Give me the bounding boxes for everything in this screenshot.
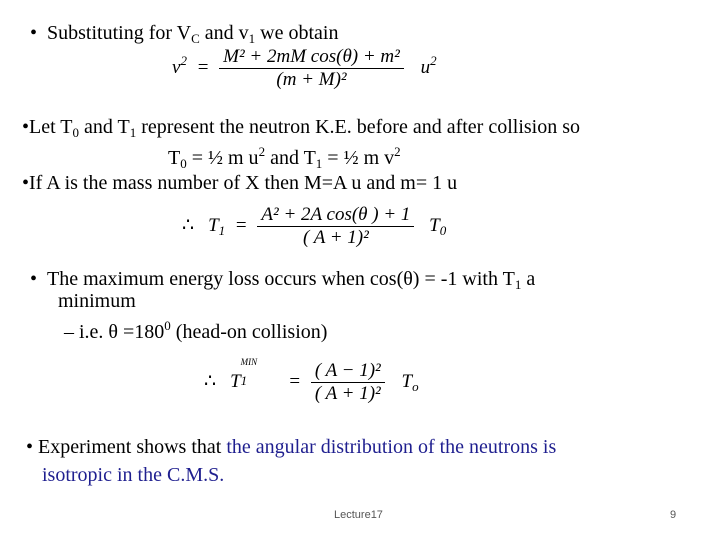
bullet-text: Substituting for V	[47, 22, 192, 44]
equation-t1-min	[204, 356, 419, 405]
subscript: C	[191, 31, 200, 46]
eq-rhs: u	[420, 56, 431, 78]
bullet-text: and T	[79, 116, 130, 138]
equals-sign: =	[235, 214, 247, 236]
dash-mark: –	[64, 321, 79, 343]
bullet-let-t0-t1	[22, 116, 580, 141]
bullet-text: Experiment shows that	[38, 436, 227, 458]
bullet-text: and T	[265, 147, 316, 169]
therefore-symbol: ∴	[182, 214, 195, 236]
subscript: 1	[315, 156, 323, 171]
bullet-text: Let T	[29, 116, 73, 138]
highlight-text: the angular distribution of the neutrons is	[226, 436, 557, 458]
eq-lhs: T	[208, 214, 219, 236]
bullet-mass-number	[22, 172, 457, 195]
numerator: A² + 2A cos(θ ) + 1	[257, 204, 414, 227]
subscript: 0	[439, 222, 447, 238]
fraction	[257, 204, 414, 249]
fraction	[219, 46, 404, 91]
bullet-mark: •	[30, 22, 48, 44]
eq-rhs: T	[429, 214, 440, 236]
equals-sign: =	[289, 370, 301, 392]
bullet-text: minimum	[58, 290, 136, 312]
superscript: 2	[258, 144, 266, 159]
denominator: (m + M)²	[276, 69, 347, 90]
bullet-mark: •	[26, 436, 39, 458]
bullet-text: a	[521, 268, 536, 290]
highlight-text: isotropic in the C.M.S.	[42, 464, 225, 486]
sub-sup-stack	[240, 356, 279, 388]
subscript: 1	[248, 31, 256, 46]
eq-lhs: T	[230, 370, 241, 392]
subscript: 1	[218, 222, 226, 238]
bullet-text: = ½ m v	[322, 147, 395, 169]
subscript: 0	[72, 125, 80, 140]
subscript: 1	[240, 372, 248, 388]
subscript: 1	[514, 277, 522, 292]
superscript: MIN	[240, 356, 258, 367]
equals-sign: =	[197, 56, 209, 78]
bullet-text: represent the neutron K.E. before and after collision so	[136, 116, 580, 138]
bullet-mark: •	[22, 172, 30, 194]
bullet-text: The maximum energy loss occurs when cos(θ) = -1 with T	[47, 268, 515, 290]
bullet-text: and v	[199, 22, 249, 44]
denominator: ( A + 1)²	[302, 227, 369, 248]
bullet-text: If A is the mass number of X then M=A u and m= 1 u	[29, 172, 458, 194]
superscript: 2	[430, 52, 437, 68]
bullet-text: T	[168, 147, 181, 169]
subscript: 0	[180, 156, 187, 171]
bullet-minimum	[58, 290, 136, 313]
sub-bullet-head-on	[64, 318, 327, 344]
bullet-text: = ½ m u	[186, 147, 259, 169]
bullet-experiment	[26, 436, 556, 459]
numerator: ( A − 1)²	[311, 360, 385, 383]
page-number: 9	[670, 509, 677, 521]
equation-t1	[182, 204, 446, 249]
eq-lhs: v	[172, 56, 181, 78]
bullet-mark: •	[30, 268, 48, 290]
fraction	[311, 360, 385, 405]
eq-rhs: T	[401, 370, 413, 392]
subscript: o	[412, 378, 419, 394]
bullet-mark: •	[22, 116, 30, 138]
denominator: ( A + 1)²	[314, 383, 381, 404]
bullet-ke-definitions	[168, 144, 401, 172]
superscript: 0	[164, 318, 171, 333]
bullet-text: i.e. θ =180	[79, 321, 165, 343]
bullet-text: we obtain	[255, 22, 339, 44]
equation-v-squared	[172, 46, 437, 91]
subscript: 1	[129, 125, 137, 140]
therefore-symbol: ∴	[204, 370, 217, 392]
superscript: 2	[394, 144, 401, 159]
footer-lecture: Lecture17	[334, 509, 383, 521]
bullet-substituting	[30, 22, 338, 47]
numerator: M² + 2mM cos(θ) + m²	[219, 46, 404, 69]
bullet-text: (head-on collision)	[170, 321, 328, 343]
bullet-isotropic	[42, 464, 224, 487]
superscript: 2	[180, 52, 187, 68]
